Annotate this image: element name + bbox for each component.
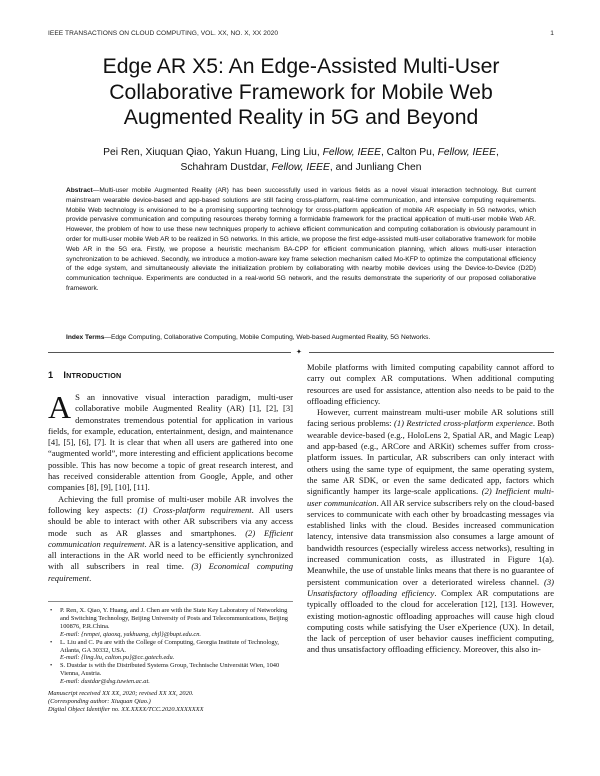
- footnote-text: S. Dustdar is with the Distributed Systems Group, Technische Universität Wien, 1040 Vienna, Austria.: [60, 662, 280, 678]
- footnote-email: E-mail: {ling.liu, calton.pu}@cc.gatech.edu.: [60, 654, 175, 662]
- title-line: Augmented Reality in 5G and Beyond: [123, 106, 479, 130]
- abstract: [66, 186, 536, 294]
- left-column: [48, 389, 293, 584]
- paragraph-text: . Both wearable device-based (e.g., HoloLens 2, Spatial AR, and Magic Leap) and app-based (e.g., ARCore and ARKit) schemes suffer from cross-platform issues. In particular, AR subscribers can only interact with others using the same type of equipment, the same operating system, the same AR SDK, or even the same dedicated app, factors which significantly hamper its large-scale applications.: [307, 418, 554, 497]
- footnote-text: P. Ren, X. Qiao, Y. Huang, and J. Chen are with the State Key Laboratory of Networking and Switching Technology, Beijing University of Posts and Telecommunications, Beijing 100876, P.R.China.: [60, 607, 288, 630]
- footnotes: [48, 607, 293, 714]
- index-terms: [66, 333, 536, 343]
- title-line: Edge AR X5: An Edge-Assisted Multi-User: [102, 55, 500, 78]
- paper-title: [48, 54, 554, 131]
- affiliation-footnote: [48, 607, 293, 639]
- affiliation-footnote: [48, 639, 293, 663]
- index-terms-label: Index Terms: [66, 334, 105, 341]
- paragraph-text: . AR is a latency-sensitive application, and all interactions in the AR world need to be efficiently synchronized with all subscribers in real time.: [48, 538, 293, 572]
- right-column: [307, 362, 554, 656]
- section-heading: [48, 370, 121, 380]
- bullet-icon: •: [50, 607, 53, 614]
- running-head: [48, 30, 554, 37]
- paragraph-text: .: [89, 572, 92, 583]
- footnote-text: L. Liu and C. Pu are with the College of Computing, Georgia Institute of Technology, Atlanta, GA 30332, USA.: [60, 638, 279, 654]
- drop-cap: A: [48, 389, 72, 425]
- bullet-icon: •: [50, 662, 53, 670]
- emphasis-text: (1) Cross-platform requirement: [137, 504, 252, 515]
- paragraph-text: S an innovative visual interaction paradigm, multi-user collaborative mobile Augmented Reality (AR) [1], [2], [3] demonstrates tremendous potential for application in various fields, for example, education, entertainment, design, and maintenance [4], [5], [6], [7]. It is clear that when all users are gathered into one “augmented world”, more interesting and efficient applications become possible. This has now become a topic of great research interest, and has received considerable attention from Google, Apple, and other companies [8], [9], [10], [11].: [48, 392, 293, 493]
- emphasis-text: (1) Restricted cross-platform experience: [393, 418, 533, 429]
- author-list: [48, 145, 554, 175]
- bullet-icon: •: [50, 638, 53, 646]
- intro-paragraph-2: [48, 494, 293, 584]
- page-number: 1: [550, 30, 554, 37]
- journal-header: IEEE TRANSACTIONS ON CLOUD COMPUTING, VOL. XX, NO. X, XX 2020: [48, 30, 279, 37]
- section-title: NTRODUCTION: [66, 371, 122, 380]
- intro-paragraph-1: [48, 389, 293, 494]
- author-names: , and Junliang Chen: [329, 162, 422, 173]
- doi-line: Digital Object Identifier no. XX.XXXX/TCC.2020.XXXXXXX: [48, 705, 204, 713]
- section-number: 1: [48, 370, 54, 380]
- author-title: Fellow, IEEE: [271, 162, 330, 173]
- title-line: Collaborative Framework for Mobile Web: [109, 80, 493, 104]
- emphasis-text: (3) Economical computing requirement: [48, 561, 293, 583]
- emphasis-text: (2) Efficient communication requirement: [48, 527, 293, 549]
- author-names: Schahram Dustdar,: [180, 162, 272, 173]
- section-initial: I: [63, 370, 67, 380]
- affiliation-footnote: [48, 662, 293, 686]
- manuscript-received: Manuscript received XX XX, 2020; revised XX XX, 2020.: [48, 690, 194, 698]
- corresponding-author: (Corresponding author: Xiuquan Qiao.): [48, 697, 151, 705]
- index-terms-text: —Edge Computing, Collaborative Computing, Mobile Computing, Web-based Augmented Reality, 5G Networks.: [104, 334, 431, 341]
- divider-right: [309, 352, 554, 353]
- author-line-2: [48, 160, 554, 175]
- emphasis-text: (3) Unsatisfactory offloading efficiency: [307, 576, 554, 598]
- footnote-email: E-mail: dustdar@dsg.tuwien.ac.at.: [60, 678, 150, 686]
- paragraph-text: . All users should be able to interact with other AR subscribers via any access mode such as AR glasses and smartphones.: [48, 504, 293, 538]
- intro-paragraph-3: Mobile platforms with limited computing capability cannot afford to carry out complex AR computations. When additional computing resources are used for assistance, attention also needs to be paid to the offloading efficiency.: [307, 362, 554, 406]
- paragraph-text: . All AR service subscribers rely on the cloud-based services to communicate with each other by broadcasting messages via established links with the cloud. Besides increased communication latency, intensive data transmission also consumes a large amount of bandwidth resources (especially wireless access networks), resulting in increased communication costs, as illustrated in Figure 1(a). Meanwhile, the use of unstable links means that there is no guarantee of persistent communication over a deteriorated wireless channel.: [307, 497, 554, 587]
- author-names: , Calton Pu,: [380, 147, 438, 158]
- author-punct: ,: [495, 147, 499, 158]
- paragraph-text: Achieving the full promise of multi-user mobile AR involves the following key aspects:: [48, 493, 293, 515]
- paragraph-text: However, current mainstream multi-user mobile AR solutions still facing serious problems:: [307, 407, 554, 429]
- author-title: Fellow, IEEE: [437, 147, 496, 158]
- abstract-text: —Multi-user mobile Augmented Reality (AR) has been successfully used in various fields as a novel visual interaction technology. But current mainstream wearable device-based and app-based solutions are still facing cross-platform, real-time communication, and intensive computing requirements. Mobile Web technology is envisioned to be a promising supporting technology for cross-platform application of mobile AR especially in 5G networks, which provide pervasive communication and computing resources thereby forming a formidable framework for the practical application of multi-user mobile Web AR. However, the problem of how to use these new techniques properly to achieve efficient communication and computing collaboration is obviously paramount in order for multi-user mobile Web AR to be realized in 5G networks. In this article, we propose the first edge-assisted multi-user collaborative framework for mobile Web AR in the 5G era. Firstly, we propose a heuristic mechanism BA-CPP for efficient communication planning, which allows multi-user interaction synchronization to be achieved. Secondly, we introduce a motion-aware key frame selection mechanism called Mo-KFP to optimize the computational efficiency of the edge system, and simultaneously alleviate the initialization problem by collaborating with nearby mobile devices using the Device-to-Device (D2D) communication technique. Experiments are conducted in a real-world 5G network, and the results demonstrate the superiority of our proposed collaborative framework.: [66, 187, 536, 292]
- emphasis-text: (2) Inefficient multi-user communication: [307, 486, 554, 508]
- author-title: Fellow, IEEE: [322, 147, 381, 158]
- divider-diamond-icon: ✦: [296, 348, 302, 356]
- author-names: Pei Ren, Xiuquan Qiao, Yakun Huang, Ling Liu,: [103, 147, 323, 158]
- author-line-1: [48, 145, 554, 160]
- intro-paragraph-4: [307, 407, 554, 656]
- abstract-label: Abstract: [66, 187, 93, 194]
- manuscript-info: [48, 690, 293, 714]
- footnote-rule: [48, 601, 293, 602]
- footnote-email: E-mail: {renpei, qiaoxq, yakhuang, chjl}@bupt.edu.cn.: [60, 630, 202, 638]
- paragraph-text: . Complex AR computations are typically offloaded to the cloud for acceleration [12], [13]. However, existing motion-agnostic offloading approaches will cause high cloud computing costs while satisfying the User eXperience (UX). In detail, the lack of perception of user behavior causes inefficient computing, and thus unsatisfactory offloading efficiency. Moreover, this also in-: [307, 587, 554, 655]
- divider-left: [48, 352, 291, 353]
